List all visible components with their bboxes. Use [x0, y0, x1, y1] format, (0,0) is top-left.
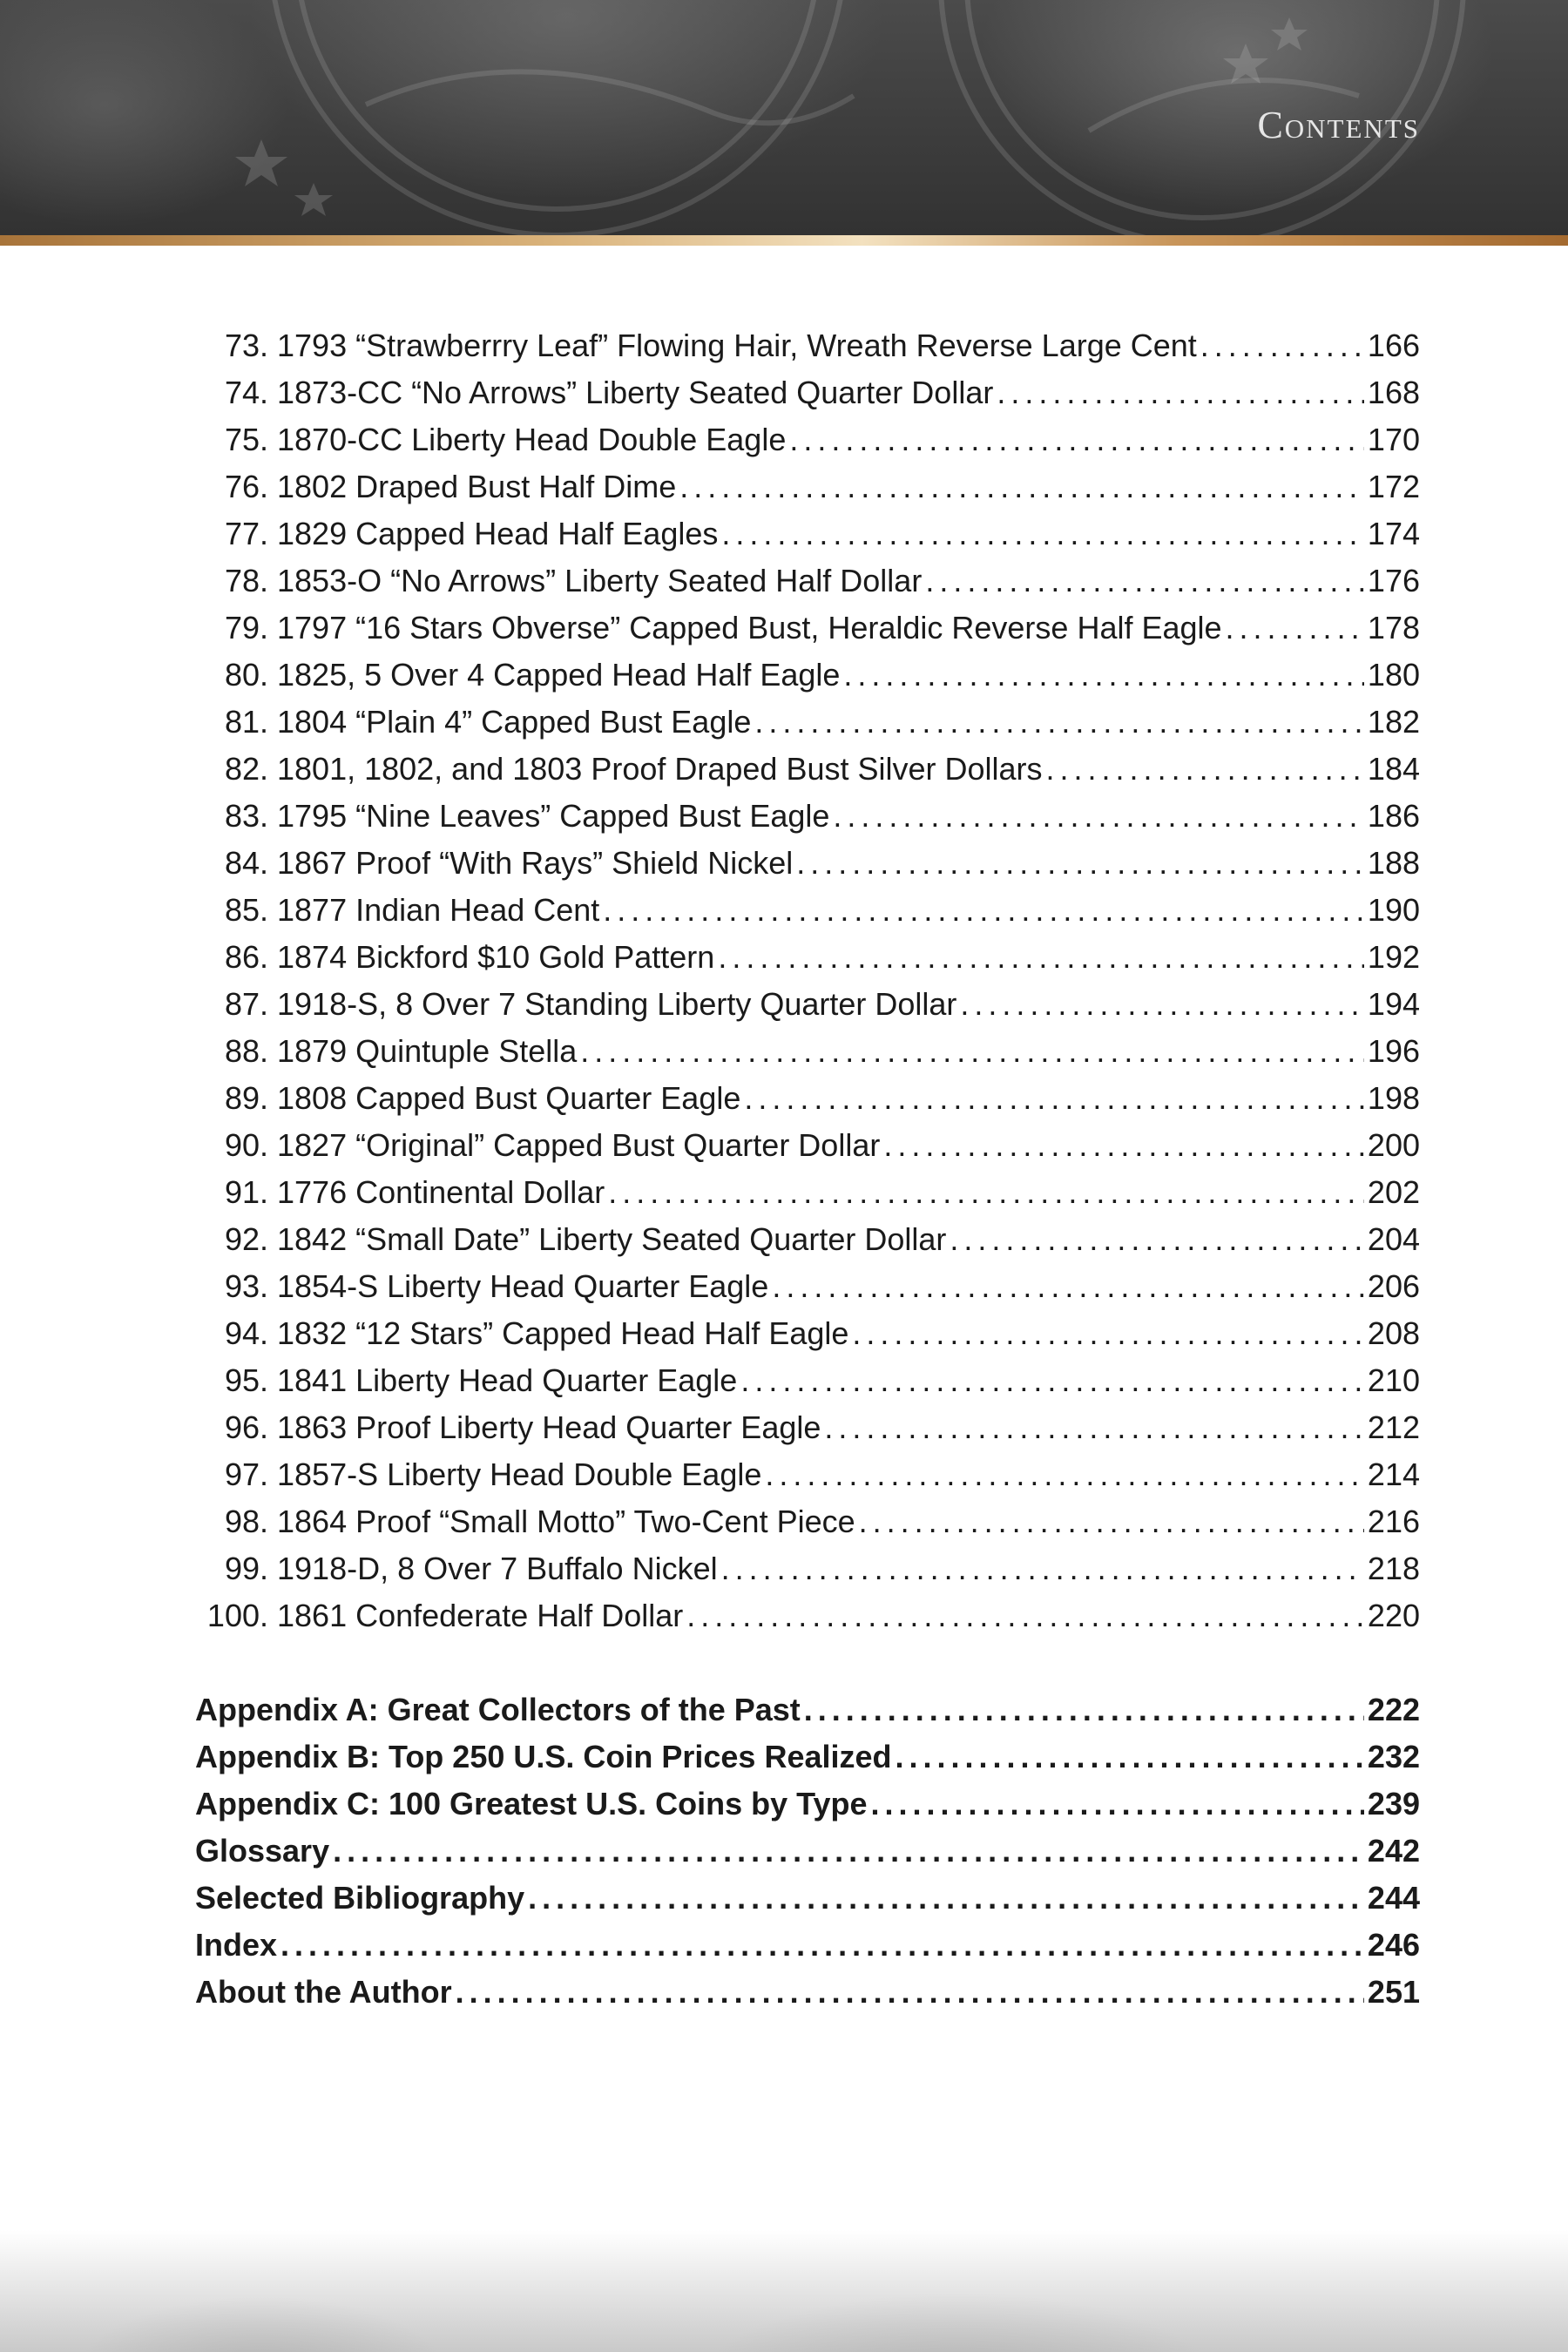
toc-appendices — [195, 1686, 1420, 2016]
toc-entry[interactable] — [195, 1028, 1420, 1075]
toc-entry[interactable] — [195, 1545, 1420, 1592]
entry-title: 1864 Proof “Small Motto” Two-Cent Piece — [277, 1504, 855, 1539]
entry-title: 1870-CC Liberty Head Double Eagle — [277, 422, 787, 457]
toc-entry[interactable] — [195, 1404, 1420, 1451]
dot-leader — [960, 981, 1364, 1028]
page-number: 222 — [1367, 1692, 1420, 1727]
toc-entry[interactable] — [195, 1498, 1420, 1545]
page-number: 166 — [1367, 328, 1420, 363]
dot-leader — [804, 1686, 1364, 1734]
entry-title: Glossary — [195, 1833, 330, 1869]
toc-entry[interactable] — [195, 981, 1420, 1028]
entry-number: 97. — [224, 1456, 268, 1492]
entry-number: 75. — [224, 422, 268, 457]
dot-leader — [721, 510, 1364, 558]
page-title: Contents — [1257, 104, 1420, 146]
page-number: 214 — [1367, 1456, 1420, 1492]
toc-entry[interactable] — [195, 793, 1420, 840]
entry-title: 1861 Confederate Half Dollar — [277, 1598, 684, 1633]
entry-title: 1841 Liberty Head Quarter Eagle — [277, 1362, 738, 1398]
dot-leader — [772, 1263, 1364, 1310]
entry-title: 1802 Draped Bust Half Dime — [277, 469, 677, 504]
page-number: 188 — [1367, 845, 1420, 881]
entry-title: 1776 Continental Dollar — [277, 1174, 605, 1210]
dot-leader — [859, 1498, 1364, 1545]
page-number: 194 — [1367, 986, 1420, 1022]
dot-leader — [765, 1451, 1364, 1498]
toc-appendix-entry[interactable] — [195, 1875, 1420, 1922]
toc-entry[interactable] — [195, 1216, 1420, 1263]
toc-entry[interactable] — [195, 510, 1420, 558]
entry-number: 99. — [224, 1551, 268, 1586]
toc-entry[interactable] — [195, 1357, 1420, 1404]
entry-title: 1867 Proof “With Rays” Shield Nickel — [277, 845, 794, 881]
dot-leader — [603, 887, 1364, 934]
entry-title: 1842 “Small Date” Liberty Seated Quarter Dollar — [277, 1221, 947, 1257]
header-banner — [0, 0, 1568, 235]
toc-entry[interactable] — [195, 1075, 1420, 1122]
entry-title: 1795 “Nine Leaves” Capped Bust Eagle — [277, 798, 830, 834]
dot-leader — [1226, 605, 1364, 652]
dot-leader — [718, 934, 1364, 981]
dot-leader — [883, 1122, 1364, 1169]
page-number: 239 — [1367, 1786, 1420, 1821]
entry-number: 90. — [224, 1127, 268, 1163]
entry-title: 1863 Proof Liberty Head Quarter Eagle — [277, 1409, 821, 1445]
entry-title: 1829 Capped Head Half Eagles — [277, 516, 719, 551]
entry-number: 82. — [224, 751, 268, 787]
page-number: 210 — [1367, 1362, 1420, 1398]
entry-title: 1854-S Liberty Head Quarter Eagle — [277, 1268, 769, 1304]
entry-number: 85. — [224, 892, 268, 928]
page-number: 170 — [1367, 422, 1420, 457]
entry-title: 1873-CC “No Arrows” Liberty Seated Quarter Dollar — [277, 375, 994, 410]
dot-leader — [789, 416, 1364, 463]
dot-leader — [925, 558, 1364, 605]
page-number: 200 — [1367, 1127, 1420, 1163]
page-number: 196 — [1367, 1033, 1420, 1069]
page-number: 176 — [1367, 563, 1420, 598]
toc-entry[interactable] — [195, 1451, 1420, 1498]
toc-entry[interactable] — [195, 558, 1420, 605]
page-number: 178 — [1367, 610, 1420, 645]
toc-appendix-entry[interactable] — [195, 1828, 1420, 1875]
page-number: 168 — [1367, 375, 1420, 410]
toc-entry[interactable] — [195, 746, 1420, 793]
entry-number: 89. — [224, 1080, 268, 1116]
entry-title: 1853-O “No Arrows” Liberty Seated Half Dollar — [277, 563, 923, 598]
page-number: 172 — [1367, 469, 1420, 504]
toc-entry[interactable] — [195, 1310, 1420, 1357]
entry-title: 1793 “Strawberrry Leaf” Flowing Hair, Wreath Reverse Large Cent — [277, 328, 1197, 363]
toc-entry[interactable] — [195, 1263, 1420, 1310]
page-number: 204 — [1367, 1221, 1420, 1257]
entry-title: 1797 “16 Stars Obverse” Capped Bust, Heraldic Reverse Half Eagle — [277, 610, 1222, 645]
entry-number: 87. — [224, 986, 268, 1022]
entry-title: 1832 “12 Stars” Capped Head Half Eagle — [277, 1315, 849, 1351]
entry-title: 1879 Quintuple Stella — [277, 1033, 578, 1069]
toc-entry[interactable] — [195, 369, 1420, 416]
toc-entry[interactable] — [195, 1122, 1420, 1169]
entry-number: 74. — [224, 375, 268, 410]
toc-entry[interactable] — [195, 1169, 1420, 1216]
toc-entries — [195, 322, 1420, 1639]
entry-number: 88. — [224, 1033, 268, 1069]
dot-leader — [580, 1028, 1364, 1075]
entry-number: 94. — [224, 1315, 268, 1351]
entry-number: 93. — [224, 1268, 268, 1304]
dot-leader — [679, 463, 1364, 510]
entry-number: 95. — [224, 1362, 268, 1398]
dot-leader — [833, 793, 1364, 840]
dot-leader — [744, 1075, 1364, 1122]
entry-title: 1857-S Liberty Head Double Eagle — [277, 1456, 762, 1492]
page-number: 216 — [1367, 1504, 1420, 1539]
entry-title: About the Author — [195, 1974, 452, 2010]
entry-number: 81. — [224, 704, 268, 740]
dot-leader — [796, 840, 1364, 887]
toc-entry[interactable] — [195, 605, 1420, 652]
page-number: 251 — [1367, 1974, 1420, 2010]
page-number: 206 — [1367, 1268, 1420, 1304]
dot-leader — [740, 1357, 1364, 1404]
page-number: 186 — [1367, 798, 1420, 834]
dot-leader — [871, 1781, 1364, 1828]
dot-leader — [824, 1404, 1364, 1451]
dot-leader — [997, 369, 1364, 416]
page-number: 208 — [1367, 1315, 1420, 1351]
page-number: 192 — [1367, 939, 1420, 975]
entry-number: 86. — [224, 939, 268, 975]
page-number: 182 — [1367, 704, 1420, 740]
toc-appendix-entry[interactable] — [195, 1922, 1420, 1969]
dot-leader — [686, 1592, 1364, 1639]
dot-leader — [333, 1828, 1364, 1875]
entry-number: 77. — [224, 516, 268, 551]
entry-title: 1918-D, 8 Over 7 Buffalo Nickel — [277, 1551, 718, 1586]
toc-entry[interactable] — [195, 463, 1420, 510]
dot-leader — [754, 699, 1364, 746]
entry-title: 1918-S, 8 Over 7 Standing Liberty Quarter Dollar — [277, 986, 957, 1022]
page-number: 184 — [1367, 751, 1420, 787]
dot-leader — [852, 1310, 1364, 1357]
entry-title: Appendix B: Top 250 U.S. Coin Prices Realized — [195, 1739, 892, 1774]
entry-title: 1804 “Plain 4” Capped Bust Eagle — [277, 704, 752, 740]
footer-coin-relief — [0, 2230, 1568, 2352]
entry-number: 79. — [224, 610, 268, 645]
page-number: 244 — [1367, 1880, 1420, 1916]
entry-number: 83. — [224, 798, 268, 834]
page-number: 232 — [1367, 1739, 1420, 1774]
entry-number: 91. — [224, 1174, 268, 1210]
toc-entry[interactable] — [195, 840, 1420, 887]
dot-leader — [950, 1216, 1364, 1263]
toc-entry[interactable] — [195, 1592, 1420, 1639]
entry-number: 78. — [224, 563, 268, 598]
entry-title: Appendix A: Great Collectors of the Past — [195, 1692, 801, 1727]
page-number: 246 — [1367, 1927, 1420, 1963]
toc-appendix-entry[interactable] — [195, 1969, 1420, 2016]
entry-number: 73. — [224, 328, 268, 363]
entry-title: Appendix C: 100 Greatest U.S. Coins by Type — [195, 1786, 868, 1821]
entry-title: 1874 Bickford $10 Gold Pattern — [277, 939, 715, 975]
entry-number: 76. — [224, 469, 268, 504]
table-of-contents — [195, 322, 1420, 2016]
toc-appendix-entry[interactable] — [195, 1734, 1420, 1781]
page-number: 212 — [1367, 1409, 1420, 1445]
page-number: 202 — [1367, 1174, 1420, 1210]
entry-title: Index — [195, 1927, 278, 1963]
entry-title: 1877 Indian Head Cent — [277, 892, 600, 928]
entry-title: 1808 Capped Bust Quarter Eagle — [277, 1080, 741, 1116]
page-number: 218 — [1367, 1551, 1420, 1586]
entry-number: 80. — [224, 657, 268, 693]
entry-title: Selected Bibliography — [195, 1880, 525, 1916]
page-number: 198 — [1367, 1080, 1420, 1116]
dot-leader — [608, 1169, 1364, 1216]
entry-number: 84. — [224, 845, 268, 881]
dot-leader — [280, 1922, 1364, 1969]
dot-leader — [528, 1875, 1364, 1922]
gold-divider — [0, 235, 1568, 246]
entry-number: 98. — [224, 1504, 268, 1539]
entry-title: 1825, 5 Over 4 Capped Head Half Eagle — [277, 657, 841, 693]
dot-leader — [456, 1969, 1364, 2016]
page-number: 242 — [1367, 1833, 1420, 1869]
toc-appendix-entry[interactable] — [195, 1781, 1420, 1828]
dot-leader — [1046, 746, 1364, 793]
toc-entry[interactable] — [195, 652, 1420, 699]
page-number: 180 — [1367, 657, 1420, 693]
toc-appendix-entry[interactable] — [195, 1686, 1420, 1734]
entry-title: 1801, 1802, and 1803 Proof Draped Bust Silver Dollars — [277, 751, 1043, 787]
toc-entry[interactable] — [195, 887, 1420, 934]
dot-leader — [843, 652, 1364, 699]
dot-leader — [896, 1734, 1364, 1781]
page-number: 174 — [1367, 516, 1420, 551]
entry-title: 1827 “Original” Capped Bust Quarter Dollar — [277, 1127, 881, 1163]
page-number: 190 — [1367, 892, 1420, 928]
toc-entry[interactable] — [195, 934, 1420, 981]
entry-number: 96. — [224, 1409, 268, 1445]
dot-leader — [721, 1545, 1364, 1592]
page-number: 220 — [1367, 1598, 1420, 1633]
entry-number: 100. — [206, 1598, 268, 1633]
toc-entry[interactable] — [195, 699, 1420, 746]
toc-entry[interactable] — [195, 322, 1420, 369]
entry-number: 92. — [224, 1221, 268, 1257]
dot-leader — [1200, 322, 1364, 369]
toc-entry[interactable] — [195, 416, 1420, 463]
